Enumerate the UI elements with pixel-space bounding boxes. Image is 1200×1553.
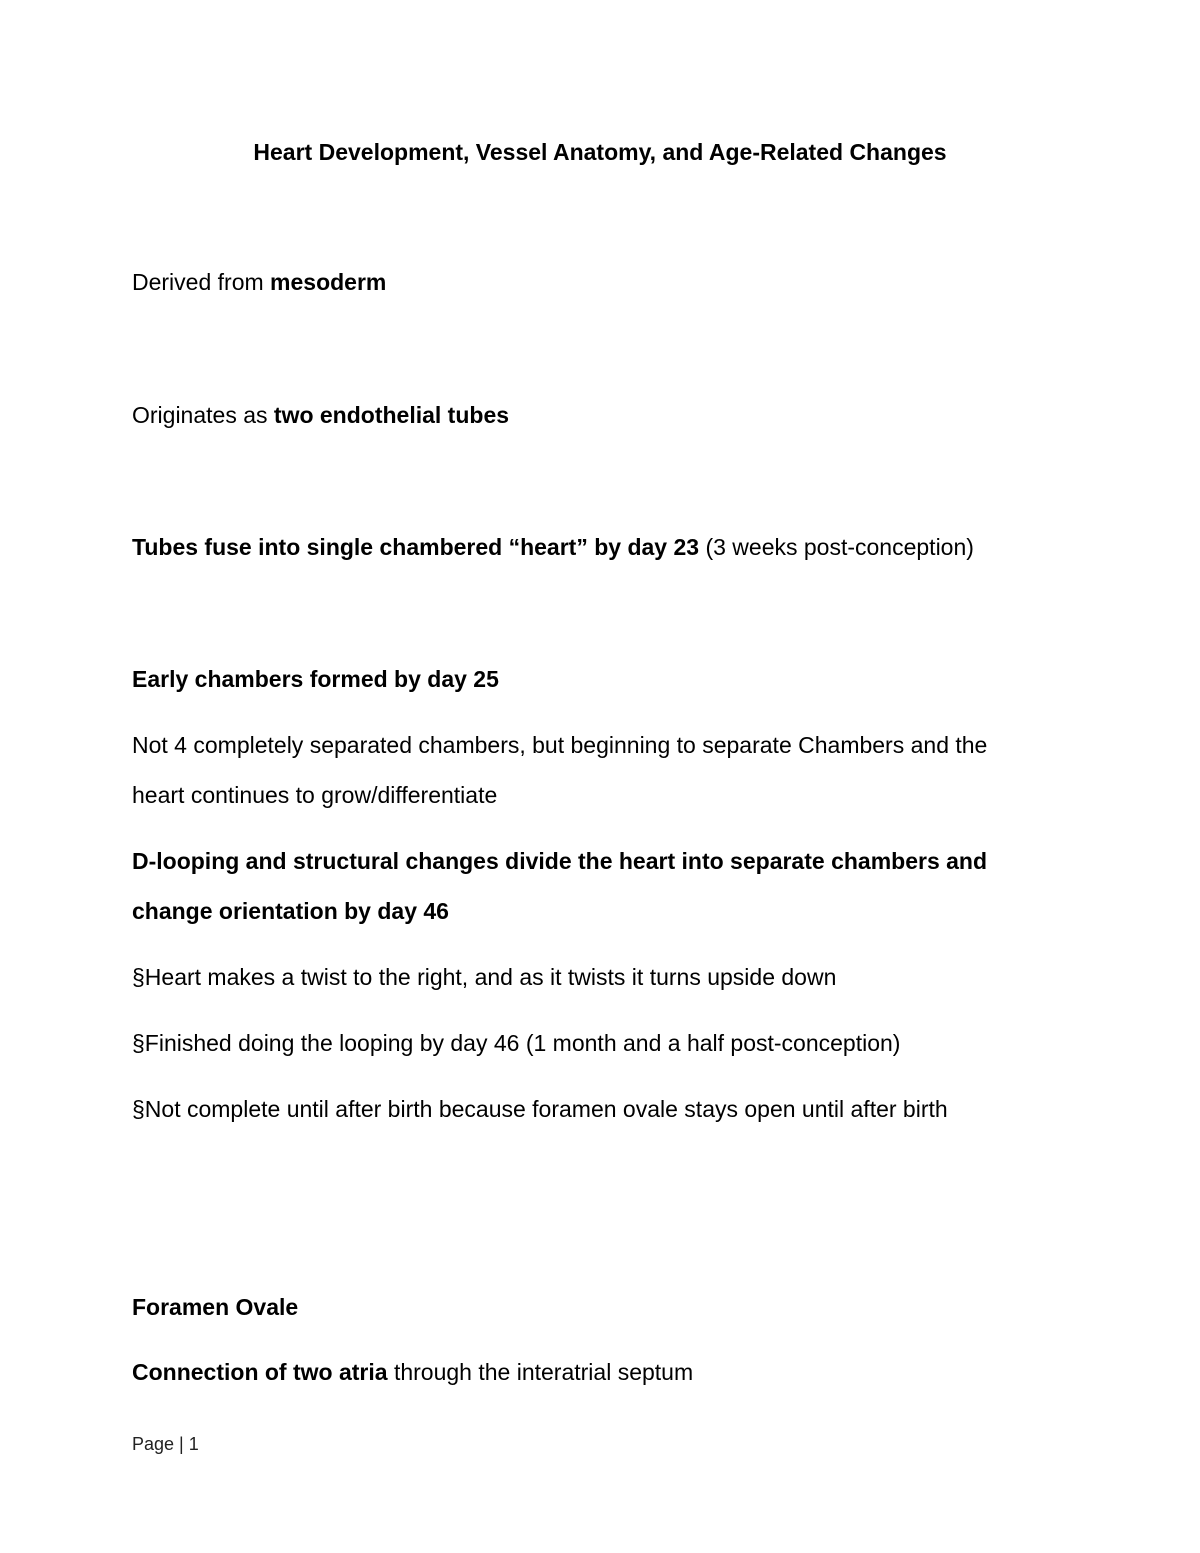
derived-text: Derived from xyxy=(132,269,271,295)
connection-text: through the interatrial septum xyxy=(387,1359,694,1385)
tubes-fuse-text: (3 weeks post-conception) xyxy=(699,534,974,560)
originates-line xyxy=(132,400,509,430)
bullet-item-2: §Finished doing the looping by day 46 (1 month and a half post-conception) xyxy=(132,1030,901,1056)
not-four-line-1: Not 4 completely separated chambers, but beginning to separate Chambers and the xyxy=(132,732,988,758)
tubes-fuse-bold: Tubes fuse into single chambered “heart” by day 23 xyxy=(132,534,700,560)
early-chambers-heading: Early chambers formed by day 25 xyxy=(132,666,499,692)
bullet-item-1: §Heart makes a twist to the right, and as it twists it turns upside down xyxy=(132,964,837,990)
foramen-ovale-heading: Foramen Ovale xyxy=(132,1294,299,1320)
originates-bold: two endothelial tubes xyxy=(273,402,510,428)
dlooping-line-2: change orientation by day 46 xyxy=(132,898,449,924)
derived-line xyxy=(132,267,386,297)
page-number-footer: Page | 1 xyxy=(132,1434,199,1454)
connection-bold: Connection of two atria xyxy=(132,1359,388,1385)
connection-line xyxy=(132,1357,693,1387)
originates-text: Originates as xyxy=(132,402,274,428)
document-title: Heart Development, Vessel Anatomy, and Age-Related Changes xyxy=(253,139,947,165)
tubes-fuse-line xyxy=(132,532,974,562)
bullet-item-3: §Not complete until after birth because foramen ovale stays open until after birth xyxy=(132,1096,948,1122)
derived-bold: mesoderm xyxy=(270,269,387,295)
not-four-line-2: heart continues to grow/differentiate xyxy=(132,782,498,808)
dlooping-line-1: D-looping and structural changes divide the heart into separate chambers and xyxy=(132,848,988,874)
